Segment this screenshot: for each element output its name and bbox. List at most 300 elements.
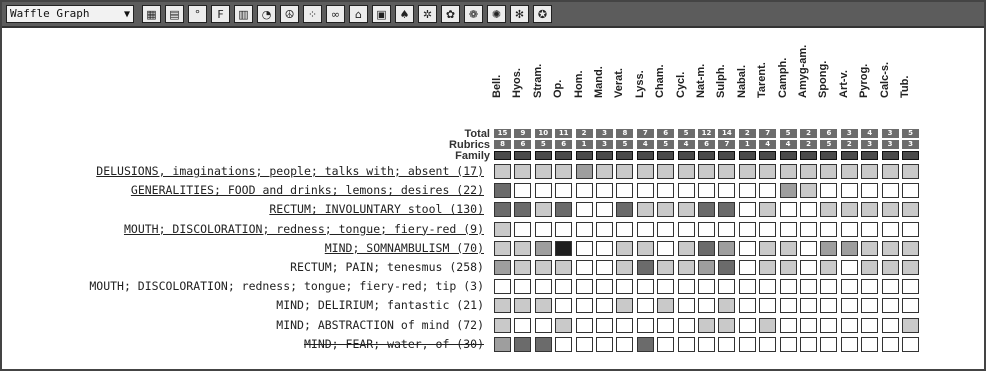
remedy-header[interactable] xyxy=(797,38,817,98)
waffle-cell[interactable] xyxy=(637,202,654,217)
waffle-cell[interactable] xyxy=(616,241,633,256)
waffle-cell[interactable] xyxy=(780,279,797,294)
waffle-cell[interactable] xyxy=(861,241,878,256)
rubric-label[interactable]: RECTUM; INVOLUNTARY stool (130) xyxy=(269,202,484,217)
waffle-cell[interactable] xyxy=(841,183,858,198)
rubrics-count: 3 xyxy=(596,140,613,149)
waffle-cell[interactable] xyxy=(637,222,654,237)
waffle-cell[interactable] xyxy=(841,260,858,275)
remedy-name: Tub. xyxy=(899,75,911,98)
circles-view-icon[interactable]: ∞ xyxy=(326,5,345,23)
waffle-cell[interactable] xyxy=(800,337,817,352)
rubrics-count: 4 xyxy=(678,140,695,149)
total-count: 15 xyxy=(494,129,511,138)
waffle-cell[interactable] xyxy=(657,183,674,198)
waffle-cell[interactable] xyxy=(698,241,715,256)
waffle-cell[interactable] xyxy=(698,183,715,198)
waffle-cell[interactable] xyxy=(800,183,817,198)
waffle-cell[interactable] xyxy=(514,298,531,313)
rubrics-count: 3 xyxy=(861,140,878,149)
rubric-label[interactable]: DELUSIONS, imaginations; people; talks with; absent (17) xyxy=(96,164,484,178)
waffle-cell[interactable] xyxy=(494,164,511,179)
waffle-cell[interactable] xyxy=(678,183,695,198)
remedy-header[interactable] xyxy=(837,38,858,98)
waffle-cell[interactable] xyxy=(514,222,531,237)
waffle-cell[interactable] xyxy=(882,222,899,237)
waffle-cell[interactable] xyxy=(698,202,715,217)
waffle-cell[interactable] xyxy=(902,337,919,352)
waffle-cell[interactable] xyxy=(678,318,695,333)
waffle-cell[interactable] xyxy=(555,241,572,256)
waffle-cell[interactable] xyxy=(657,260,674,275)
waffle-cell[interactable] xyxy=(698,298,715,313)
waffle-cell[interactable] xyxy=(678,298,695,313)
waffle-cell[interactable] xyxy=(555,298,572,313)
waffle-cell[interactable] xyxy=(657,279,674,294)
waffle-cell[interactable] xyxy=(780,298,797,313)
remedy-header[interactable] xyxy=(552,38,572,98)
waffle-cell[interactable] xyxy=(494,183,511,198)
degree-view-icon[interactable]: ° xyxy=(188,5,207,23)
waffle-cell[interactable] xyxy=(841,202,858,217)
remedy-header[interactable] xyxy=(756,38,776,98)
waffle-cell[interactable] xyxy=(718,241,735,256)
waffle-cell[interactable] xyxy=(514,279,531,294)
waffle-cell[interactable] xyxy=(780,260,797,275)
remedy-header[interactable] xyxy=(593,38,613,98)
waffle-cell[interactable] xyxy=(861,279,878,294)
waffle-cell[interactable] xyxy=(616,260,633,275)
waffle-cell[interactable] xyxy=(596,318,613,333)
waffle-cell[interactable] xyxy=(535,164,552,179)
waffle-cell[interactable] xyxy=(780,318,797,333)
waffle-cell[interactable] xyxy=(739,202,756,217)
remedy-name: Bell. xyxy=(491,74,503,98)
waffle-cell[interactable] xyxy=(718,222,735,237)
waffle-cell[interactable] xyxy=(718,279,735,294)
waffle-cell[interactable] xyxy=(882,337,899,352)
remedy-header[interactable] xyxy=(491,38,511,98)
waffle-cell[interactable] xyxy=(555,164,572,179)
waffle-cell[interactable] xyxy=(657,222,674,237)
waffle-cell[interactable] xyxy=(494,337,511,352)
waffle-cell[interactable] xyxy=(514,337,531,352)
view-type-select[interactable] xyxy=(6,5,134,23)
waffle-cell[interactable] xyxy=(739,222,756,237)
peace-view-icon[interactable]: ☮ xyxy=(280,5,299,23)
waffle-cell[interactable] xyxy=(576,279,593,294)
waffle-cell[interactable] xyxy=(861,260,878,275)
waffle-cell[interactable] xyxy=(820,279,837,294)
rubrics-count: 7 xyxy=(718,140,735,149)
waffle-cell[interactable] xyxy=(657,164,674,179)
family-marker xyxy=(616,151,633,160)
rubrics-count: 5 xyxy=(820,140,837,149)
waffle-cell[interactable] xyxy=(739,260,756,275)
waffle-cell[interactable] xyxy=(494,298,511,313)
waffle-cell[interactable] xyxy=(718,260,735,275)
remedy-name: Pyrog. xyxy=(858,63,871,98)
remedy-name: Tarent. xyxy=(756,62,769,98)
waffle-cell[interactable] xyxy=(861,337,878,352)
waffle-cell[interactable] xyxy=(718,164,735,179)
waffle-cell[interactable] xyxy=(678,279,695,294)
waffle-cell[interactable] xyxy=(718,337,735,352)
waffle-cell[interactable] xyxy=(882,260,899,275)
waffle-cell[interactable] xyxy=(576,318,593,333)
waffle-cell[interactable] xyxy=(780,241,797,256)
waffle-cell[interactable] xyxy=(596,183,613,198)
waffle-cell[interactable] xyxy=(637,241,654,256)
waffle-cell[interactable] xyxy=(841,222,858,237)
remedy-header[interactable] xyxy=(531,38,552,98)
rubric-label[interactable]: MIND; DELIRIUM; fantastic (21) xyxy=(276,298,484,313)
remedy-header[interactable] xyxy=(858,38,878,98)
waffle-cell[interactable] xyxy=(555,260,572,275)
waffle-cell[interactable] xyxy=(514,202,531,217)
waffle-cell[interactable] xyxy=(882,318,899,333)
waffle-cell[interactable] xyxy=(555,279,572,294)
remedy-header[interactable] xyxy=(511,38,531,98)
drop-view-icon[interactable]: ♠ xyxy=(395,5,414,23)
waffle-cell[interactable] xyxy=(882,183,899,198)
waffle-cell[interactable] xyxy=(800,202,817,217)
rubrics-count: 3 xyxy=(882,140,899,149)
family-marker xyxy=(576,151,593,160)
waffle-cell[interactable] xyxy=(759,260,776,275)
rubric-label[interactable]: MOUTH; DISCOLORATION; redness; tongue; fiery-red (9) xyxy=(123,221,484,236)
waffle-cell[interactable] xyxy=(494,260,511,275)
waffle-cell[interactable] xyxy=(637,337,654,352)
waffle-cell[interactable] xyxy=(759,337,776,352)
waffle-cell[interactable] xyxy=(861,183,878,198)
waffle-cell[interactable] xyxy=(616,183,633,198)
waffle-cell[interactable] xyxy=(555,183,572,198)
waffle-cell[interactable] xyxy=(657,337,674,352)
pie-view-icon[interactable]: ◔ xyxy=(257,5,276,23)
waffle-cell[interactable] xyxy=(882,279,899,294)
waffle-cell[interactable] xyxy=(841,241,858,256)
waffle-cell[interactable] xyxy=(759,164,776,179)
waffle-cell[interactable] xyxy=(698,337,715,352)
waffle-cell[interactable] xyxy=(841,298,858,313)
waffle-cell[interactable] xyxy=(535,298,552,313)
waffle-cell[interactable] xyxy=(535,222,552,237)
flower-view-icon[interactable]: ✲ xyxy=(418,5,437,23)
waffle-cell[interactable] xyxy=(698,318,715,333)
waffle-cell[interactable] xyxy=(902,222,919,237)
waffle-cell[interactable] xyxy=(514,260,531,275)
remedy-name: Nabal. xyxy=(735,64,748,98)
waffle-cell[interactable] xyxy=(861,222,878,237)
waffle-cell[interactable] xyxy=(820,183,837,198)
waffle-cell[interactable] xyxy=(902,318,919,333)
total-count: 7 xyxy=(637,129,654,138)
waffle-cell[interactable] xyxy=(616,318,633,333)
book-view-icon[interactable]: ⌂ xyxy=(349,5,368,23)
waffle-cell[interactable] xyxy=(678,222,695,237)
waffle-cell[interactable] xyxy=(596,298,613,313)
remedy-name: Hom. xyxy=(572,70,585,98)
waffle-cell[interactable] xyxy=(555,202,572,217)
waffle-cell[interactable] xyxy=(739,318,756,333)
waffle-cell[interactable] xyxy=(780,222,797,237)
waffle-cell[interactable] xyxy=(514,164,531,179)
rubrics-count: 5 xyxy=(616,140,633,149)
remedy-header[interactable] xyxy=(572,38,593,98)
waffle-cell[interactable] xyxy=(535,260,552,275)
waffle-cell[interactable] xyxy=(739,298,756,313)
waffle-cell[interactable] xyxy=(596,164,613,179)
waffle-cell[interactable] xyxy=(596,337,613,352)
waffle-cell[interactable] xyxy=(820,337,837,352)
grid-view-icon[interactable]: ▦ xyxy=(142,5,161,23)
waffle-cell[interactable] xyxy=(882,164,899,179)
waffle-cell[interactable] xyxy=(555,337,572,352)
waffle-cell[interactable] xyxy=(902,164,919,179)
waffle-cell[interactable] xyxy=(841,318,858,333)
waffle-cell[interactable] xyxy=(494,318,511,333)
waffle-cell[interactable] xyxy=(882,298,899,313)
waffle-cell[interactable] xyxy=(616,337,633,352)
waffle-cell[interactable] xyxy=(698,279,715,294)
waffle-cell[interactable] xyxy=(902,279,919,294)
waffle-cell[interactable] xyxy=(780,202,797,217)
waffle-cell[interactable] xyxy=(596,260,613,275)
waffle-cell[interactable] xyxy=(678,260,695,275)
remedy-header[interactable] xyxy=(633,38,654,98)
waffle-cell[interactable] xyxy=(555,318,572,333)
waffle-cell[interactable] xyxy=(576,164,593,179)
waffle-cell[interactable] xyxy=(759,279,776,294)
waffle-cell[interactable] xyxy=(820,298,837,313)
waffle-cell[interactable] xyxy=(637,298,654,313)
waffle-cell[interactable] xyxy=(576,202,593,217)
rubric-label[interactable]: GENERALITIES; FOOD and drinks; lemons; desires (22) xyxy=(130,183,484,198)
remedy-header[interactable] xyxy=(878,38,899,98)
waffle-cell[interactable] xyxy=(718,183,735,198)
waffle-cell[interactable] xyxy=(780,164,797,179)
ff-view-icon[interactable]: F xyxy=(211,5,230,23)
waffle-cell[interactable] xyxy=(861,298,878,313)
waffle-cell[interactable] xyxy=(596,241,613,256)
rubric-label[interactable]: RECTUM; PAIN; tenesmus (258) xyxy=(290,260,484,274)
rubrics-count: 5 xyxy=(657,140,674,149)
waffle-cell[interactable] xyxy=(637,260,654,275)
family-marker xyxy=(718,151,735,160)
waffle-cell[interactable] xyxy=(780,183,797,198)
waffle-cell[interactable] xyxy=(800,164,817,179)
waffle-cell[interactable] xyxy=(698,260,715,275)
waffle-cell[interactable] xyxy=(616,164,633,179)
family-marker xyxy=(657,151,674,160)
waffle-cell[interactable] xyxy=(576,183,593,198)
plant-view-icon[interactable]: ✿ xyxy=(441,5,460,23)
waffle-cell[interactable] xyxy=(535,183,552,198)
waffle-cell[interactable] xyxy=(820,202,837,217)
waffle-cell[interactable] xyxy=(718,298,735,313)
waffle-cell[interactable] xyxy=(616,202,633,217)
waffle-cell[interactable] xyxy=(657,318,674,333)
waffle-cell[interactable] xyxy=(494,241,511,256)
rubric-label[interactable]: MIND; FEAR; water, of (30) xyxy=(303,336,484,351)
waffle-cell[interactable] xyxy=(759,222,776,237)
columns-view-icon[interactable]: ▥ xyxy=(234,5,253,23)
remedy-name: Verat. xyxy=(613,68,626,98)
remedy-name: Cycl. xyxy=(674,71,687,98)
waffle-cell[interactable] xyxy=(535,337,552,352)
waffle-cell[interactable] xyxy=(739,337,756,352)
waffle-cell[interactable] xyxy=(902,241,919,256)
waffle-cell[interactable] xyxy=(596,279,613,294)
waffle-cell[interactable] xyxy=(902,298,919,313)
waffle-cell[interactable] xyxy=(535,318,552,333)
frame-view-icon[interactable]: ▣ xyxy=(372,5,391,23)
waffle-cell[interactable] xyxy=(739,241,756,256)
waffle-cell[interactable] xyxy=(535,279,552,294)
remedy-name: Calc-s. xyxy=(878,61,891,98)
waffle-cell[interactable] xyxy=(514,318,531,333)
remedy-header[interactable] xyxy=(715,38,735,98)
waffle-cell[interactable] xyxy=(820,241,837,256)
waffle-cell[interactable] xyxy=(514,183,531,198)
waffle-cell[interactable] xyxy=(861,318,878,333)
waffle-cell[interactable] xyxy=(678,202,695,217)
waffle-cell[interactable] xyxy=(698,222,715,237)
waffle-cell[interactable] xyxy=(902,183,919,198)
family-marker xyxy=(759,151,776,160)
waffle-cell[interactable] xyxy=(820,260,837,275)
waffle-cell[interactable] xyxy=(800,241,817,256)
total-count: 4 xyxy=(861,129,878,138)
waffle-cell[interactable] xyxy=(759,183,776,198)
remedy-header[interactable] xyxy=(695,38,715,98)
snowflake-view-icon[interactable]: ✻ xyxy=(510,5,529,23)
waffle-cell[interactable] xyxy=(576,298,593,313)
waffle-cell[interactable] xyxy=(820,318,837,333)
waffle-cell[interactable] xyxy=(637,279,654,294)
waffle-cell[interactable] xyxy=(698,164,715,179)
waffle-cell[interactable] xyxy=(657,241,674,256)
toolbar xyxy=(2,2,984,28)
waffle-cell[interactable] xyxy=(861,164,878,179)
waffle-cell[interactable] xyxy=(576,337,593,352)
remedy-header[interactable] xyxy=(817,38,837,98)
waffle-cell[interactable] xyxy=(514,241,531,256)
waffle-cell[interactable] xyxy=(780,337,797,352)
waffle-cell[interactable] xyxy=(657,298,674,313)
total-count: 6 xyxy=(657,129,674,138)
rubric-label[interactable]: MIND; ABSTRACTION of mind (72) xyxy=(276,317,484,332)
waffle-cell[interactable] xyxy=(759,241,776,256)
waffle-cell[interactable] xyxy=(820,222,837,237)
family-marker xyxy=(820,151,837,160)
waffle-cell[interactable] xyxy=(841,279,858,294)
remedy-header[interactable] xyxy=(613,38,633,98)
waffle-cell[interactable] xyxy=(637,318,654,333)
waffle-cell[interactable] xyxy=(820,164,837,179)
remedy-header[interactable] xyxy=(776,38,797,98)
waffle-cell[interactable] xyxy=(902,260,919,275)
waffle-cell[interactable] xyxy=(882,202,899,217)
waffle-cell[interactable] xyxy=(739,164,756,179)
waffle-cell[interactable] xyxy=(861,202,878,217)
waffle-cell[interactable] xyxy=(616,279,633,294)
remedy-header[interactable] xyxy=(654,38,674,98)
rubrics-count: 6 xyxy=(555,140,572,149)
view-type-label: Waffle Graph xyxy=(10,7,90,20)
scatter-view-icon[interactable]: ⁘ xyxy=(303,5,322,23)
family-marker xyxy=(902,151,919,160)
waffle-cell[interactable] xyxy=(800,222,817,237)
waffle-cell[interactable] xyxy=(759,298,776,313)
waffle-cell[interactable] xyxy=(678,164,695,179)
rubrics-count: 8 xyxy=(494,140,511,149)
waffle-cell[interactable] xyxy=(535,241,552,256)
remedy-header[interactable] xyxy=(735,38,756,98)
waffle-cell[interactable] xyxy=(576,260,593,275)
waffle-cell[interactable] xyxy=(718,318,735,333)
waffle-cell[interactable] xyxy=(596,222,613,237)
waffle-cell[interactable] xyxy=(841,337,858,352)
waffle-cell[interactable] xyxy=(882,241,899,256)
waffle-cell[interactable] xyxy=(535,202,552,217)
waffle-cell[interactable] xyxy=(494,279,511,294)
sun-view-icon[interactable]: ✺ xyxy=(487,5,506,23)
waffle-cell[interactable] xyxy=(637,183,654,198)
rubric-label[interactable]: MOUTH; DISCOLORATION; redness; tongue; fiery-red; tip (3) xyxy=(89,279,484,294)
waffle-cell[interactable] xyxy=(678,241,695,256)
remedy-name: Hyos. xyxy=(511,68,524,98)
waffle-cell[interactable] xyxy=(576,241,593,256)
total-count: 3 xyxy=(882,129,899,138)
waffle-cell[interactable] xyxy=(616,298,633,313)
rubrics-count: 3 xyxy=(902,140,919,149)
waffle-cell[interactable] xyxy=(800,318,817,333)
waffle-cell[interactable] xyxy=(759,318,776,333)
rubrics-count: 2 xyxy=(841,140,858,149)
star-view-icon[interactable]: ✪ xyxy=(533,5,552,23)
remedy-header[interactable] xyxy=(674,38,695,98)
rubric-label[interactable]: MIND; SOMNAMBULISM (70) xyxy=(324,240,484,255)
table-view-icon[interactable]: ▤ xyxy=(165,5,184,23)
waffle-cell[interactable] xyxy=(841,164,858,179)
total-count: 5 xyxy=(780,129,797,138)
waffle-cell[interactable] xyxy=(718,202,735,217)
waffle-cell[interactable] xyxy=(494,222,511,237)
gear-view-icon[interactable]: ❁ xyxy=(464,5,483,23)
waffle-cell[interactable] xyxy=(576,222,593,237)
waffle-cell[interactable] xyxy=(800,279,817,294)
waffle-cell[interactable] xyxy=(637,164,654,179)
waffle-cell[interactable] xyxy=(494,202,511,217)
waffle-cell[interactable] xyxy=(800,260,817,275)
waffle-cell[interactable] xyxy=(739,279,756,294)
waffle-cell[interactable] xyxy=(657,202,674,217)
family-marker xyxy=(637,151,654,160)
waffle-cell[interactable] xyxy=(902,202,919,217)
waffle-cell[interactable] xyxy=(678,337,695,352)
waffle-cell[interactable] xyxy=(555,222,572,237)
waffle-cell[interactable] xyxy=(759,202,776,217)
waffle-cell[interactable] xyxy=(800,298,817,313)
waffle-cell[interactable] xyxy=(616,222,633,237)
total-count: 8 xyxy=(616,129,633,138)
remedy-header[interactable] xyxy=(899,38,919,98)
waffle-cell[interactable] xyxy=(739,183,756,198)
waffle-cell[interactable] xyxy=(596,202,613,217)
family-marker xyxy=(861,151,878,160)
